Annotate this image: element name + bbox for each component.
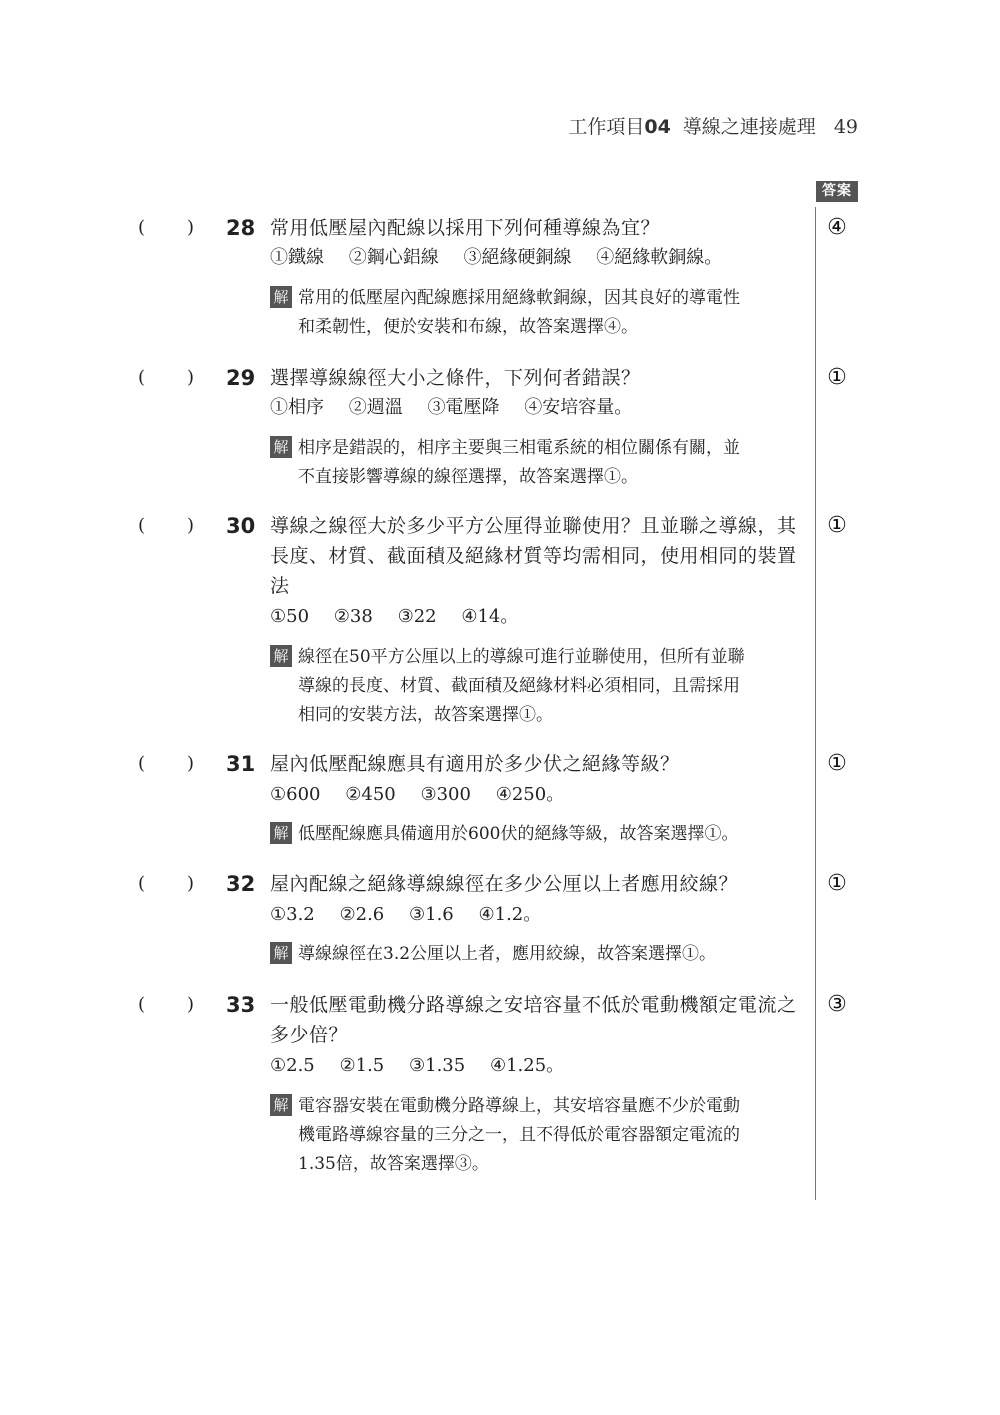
question-text: 屋內配線之絕緣導線線徑在多少公厘以上者應用絞線？ bbox=[270, 873, 739, 895]
answer-bracket-open: ( bbox=[138, 873, 146, 894]
option-2: ②鋼心鋁線 bbox=[348, 247, 439, 268]
question-options bbox=[270, 1051, 583, 1081]
option-1: ①相序 bbox=[270, 397, 324, 418]
explanation-badge: 解 bbox=[270, 942, 292, 964]
answer-bracket-close: ) bbox=[187, 873, 195, 894]
option-3: ③1.35 bbox=[409, 1055, 466, 1076]
explanation bbox=[270, 284, 802, 342]
explanation-badge: 解 bbox=[270, 436, 292, 458]
option-1: ①2.5 bbox=[270, 1055, 315, 1076]
question-number: 29 bbox=[226, 366, 256, 390]
question-number: 28 bbox=[226, 216, 256, 240]
explanation-line-3: 相同的安裝方法，故答案選擇①。 bbox=[298, 705, 553, 725]
section-number: 04 bbox=[644, 116, 671, 138]
option-2: ②38 bbox=[333, 606, 373, 627]
explanation-line-1: 解 導線線徑在3.2公厘以上者，應用絞線，故答案選擇①。 bbox=[270, 940, 802, 969]
explanation bbox=[270, 1092, 802, 1179]
explanation-line-2: 機電路導線容量的三分之一，且不得低於電容器額定電流的 bbox=[298, 1125, 740, 1145]
question-options bbox=[270, 243, 741, 273]
question-options bbox=[270, 602, 537, 632]
answer-column-label: 答案 bbox=[816, 181, 858, 202]
answer-bracket-close: ) bbox=[187, 217, 195, 238]
section-prefix: 工作項目 bbox=[568, 116, 645, 138]
explanation-line-2: 不直接影響導線的線徑選擇，故答案選擇①。 bbox=[298, 467, 638, 487]
answer-mark: ① bbox=[827, 513, 847, 538]
answer-bracket-close: ) bbox=[187, 367, 195, 388]
page-number: 49 bbox=[833, 116, 858, 138]
question-text: 選擇導線線徑大小之條件，下列何者錯誤？ bbox=[270, 367, 641, 389]
question-text: 一般低壓電動機分路導線之安培容量不低於電動機額定電流之多少倍？ bbox=[270, 994, 797, 1046]
explanation-line-1: 解 電容器安裝在電動機分路導線上，其安培容量應不少於電動 bbox=[270, 1092, 802, 1121]
answer-bracket-close: ) bbox=[187, 515, 195, 536]
explanation bbox=[270, 643, 802, 730]
question-options bbox=[270, 393, 651, 423]
option-4: ④14。 bbox=[461, 606, 519, 627]
answer-bracket-open: ( bbox=[138, 367, 146, 388]
question-options bbox=[270, 900, 560, 930]
answer-bracket-close: ) bbox=[187, 994, 195, 1015]
answer-mark: ③ bbox=[827, 992, 847, 1017]
explanation-line-1: 解 常用的低壓屋內配線應採用絕緣軟銅線，因其良好的導電性 bbox=[270, 284, 802, 313]
section-title: 導線之連接處理 bbox=[682, 116, 816, 138]
question-number: 31 bbox=[226, 752, 256, 776]
explanation-line-1: 解 相序是錯誤的，相序主要與三相電系統的相位關係有關，並 bbox=[270, 434, 802, 463]
question-number: 32 bbox=[226, 872, 256, 896]
question-number: 33 bbox=[226, 993, 256, 1017]
explanation-line-2: 導線的長度、材質、截面積及絕緣材料必須相同，且需採用 bbox=[298, 676, 740, 696]
explanation-line-3: 1.35倍，故答案選擇③。 bbox=[298, 1154, 489, 1174]
answer-bracket-open: ( bbox=[138, 217, 146, 238]
option-3: ③絕緣硬銅線 bbox=[463, 247, 572, 268]
explanation bbox=[270, 434, 802, 492]
explanation bbox=[270, 820, 802, 849]
explanation-line-2: 和柔韌性，便於安裝和布線，故答案選擇④。 bbox=[298, 317, 638, 337]
option-4: ④安培容量。 bbox=[524, 397, 633, 418]
explanation-badge: 解 bbox=[270, 822, 292, 844]
option-2: ②450 bbox=[345, 784, 396, 805]
explanation-line-1: 解 線徑在50平方公厘以上的導線可進行並聯使用，但所有並聯 bbox=[270, 643, 802, 672]
answer-mark: ① bbox=[827, 751, 847, 776]
question-text: 常用低壓屋內配線以採用下列何種導線為宜？ bbox=[270, 217, 661, 239]
question-number: 30 bbox=[226, 514, 256, 538]
answer-column-divider bbox=[815, 207, 816, 1200]
option-2: ②週溫 bbox=[348, 397, 403, 418]
option-1: ①鐵線 bbox=[270, 247, 324, 268]
option-1: ①50 bbox=[270, 606, 310, 627]
option-4: ④250。 bbox=[495, 784, 565, 805]
page-header bbox=[568, 112, 858, 139]
option-2: ②1.5 bbox=[339, 1055, 385, 1076]
option-1: ①3.2 bbox=[270, 904, 315, 925]
option-1: ①600 bbox=[270, 784, 321, 805]
explanation bbox=[270, 940, 802, 969]
option-3: ③300 bbox=[420, 784, 471, 805]
answer-mark: ① bbox=[827, 871, 847, 896]
answer-bracket-open: ( bbox=[138, 994, 146, 1015]
answer-bracket-open: ( bbox=[138, 515, 146, 536]
question-text: 導線之線徑大於多少平方公厘得並聯使用？且並聯之導線，其長度、材質、截面積及絕緣材質等均需相同，使用相同的裝置法 bbox=[270, 515, 797, 597]
option-3: ③1.6 bbox=[409, 904, 454, 925]
option-2: ②2.6 bbox=[339, 904, 385, 925]
question-text: 屋內低壓配線應具有適用於多少伏之絕緣等級？ bbox=[270, 753, 680, 775]
option-4: ④1.25。 bbox=[489, 1055, 565, 1076]
answer-mark: ① bbox=[827, 365, 847, 390]
answer-bracket-open: ( bbox=[138, 753, 146, 774]
option-4: ④絕緣軟銅線。 bbox=[596, 247, 723, 268]
answer-bracket-close: ) bbox=[187, 753, 195, 774]
explanation-badge: 解 bbox=[270, 286, 292, 308]
option-4: ④1.2。 bbox=[478, 904, 542, 925]
option-3: ③電壓降 bbox=[427, 397, 500, 418]
question-options bbox=[270, 780, 583, 810]
explanation-line-1: 解 低壓配線應具備適用於600伏的絕緣等級，故答案選擇①。 bbox=[270, 820, 802, 849]
answer-mark: ④ bbox=[827, 215, 847, 240]
explanation-badge: 解 bbox=[270, 645, 292, 667]
option-3: ③22 bbox=[397, 606, 437, 627]
explanation-badge: 解 bbox=[270, 1094, 292, 1116]
